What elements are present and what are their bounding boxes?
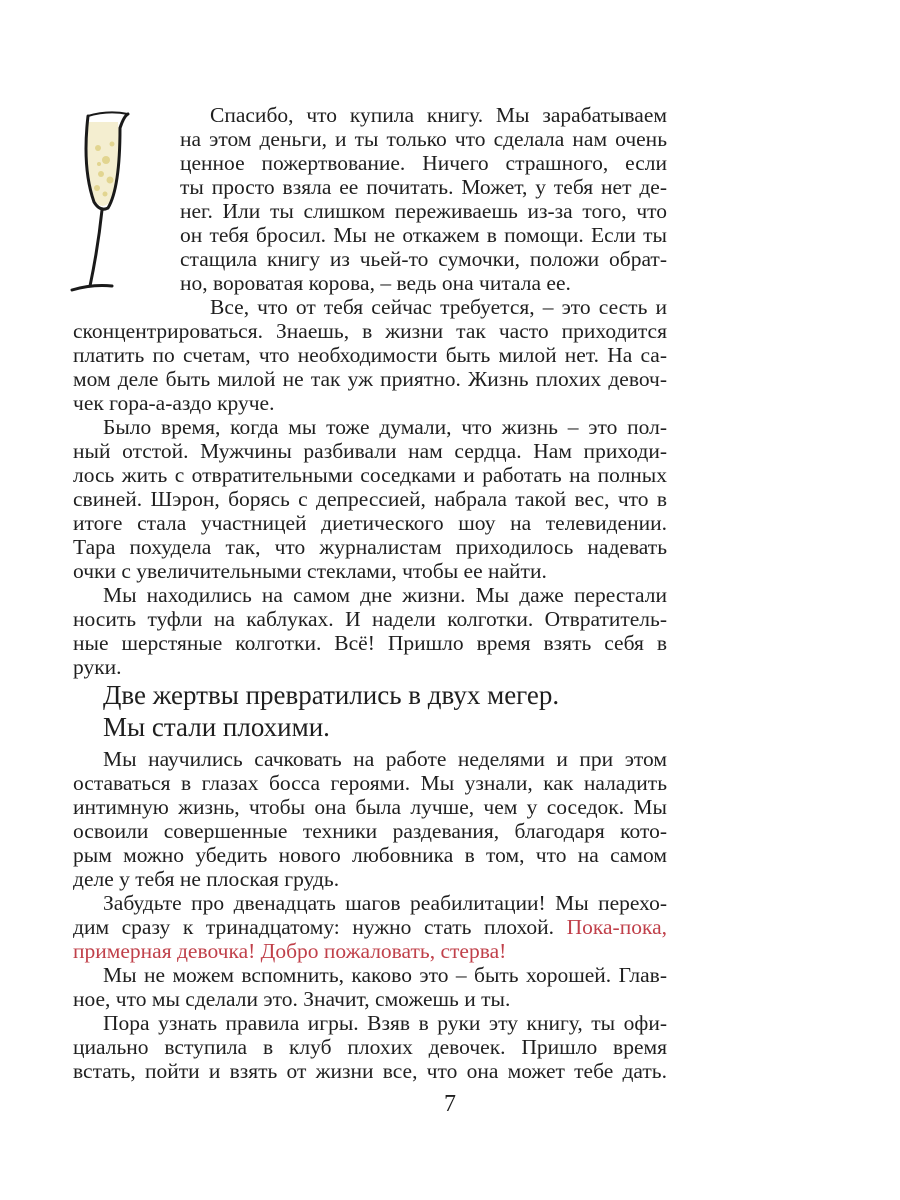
text-line: Все, что от тебя сейчас требуется, – это сесть и xyxy=(210,295,667,319)
text-line: оставаться в глазах босса героями. Мы узнали, как наладить xyxy=(73,771,667,795)
text-line: Забудьте про двенадцать шагов реабилитации! Мы перехо- xyxy=(103,891,667,915)
text-line: Тара похудела так, что журналистам приходилось надевать xyxy=(73,535,667,559)
text-line: циально вступила в клуб плохих девочек. Пришло время xyxy=(73,1035,667,1059)
section-heading-line: Две жертвы превратились в двух мегер. xyxy=(103,680,560,710)
text-line: встать, пойти и взять от жизни все, что она может тебе дать. xyxy=(73,1059,667,1083)
text-line: ный отстой. Мужчины разбивали нам сердца. Нам приходи- xyxy=(73,439,667,463)
text-line: Мы находились на самом дне жизни. Мы даже перестали xyxy=(103,583,667,607)
page-number: 7 xyxy=(444,1091,456,1117)
text-line: нег. Или ты слишком переживаешь из-за того, что xyxy=(180,199,667,223)
text-line: платить по счетам, что необходимости быть милой нет. На са- xyxy=(73,343,667,367)
text-line: на этом деньги, и ты только что сделала нам очень xyxy=(180,127,667,151)
text-line: итоге стала участницей диетического шоу на телевидении. xyxy=(73,511,667,535)
section-heading-line: Мы стали плохими. xyxy=(103,712,330,742)
champagne-glass-icon xyxy=(68,108,138,308)
text-line: Пора узнать правила игры. Взяв в руки эту книгу, ты офи- xyxy=(103,1011,667,1035)
text-line: сконцентрироваться. Знаешь, в жизни так часто приходится xyxy=(73,319,667,343)
glass-rim xyxy=(88,112,128,116)
text-line: Мы научились сачковать на работе неделями и при этом xyxy=(103,747,667,771)
glass-base xyxy=(72,286,112,291)
highlighted-text: Пока-пока, xyxy=(566,915,667,939)
text-line: лось жить с отвратительными соседками и работать на полных xyxy=(73,463,667,487)
text-line: очки с увеличительными стеклами, чтобы ее найти. xyxy=(73,559,547,583)
text-line: ное, что мы сделали это. Значит, сможешь и ты. xyxy=(73,987,511,1011)
text-span: дим сразу к тринадцатому: нужно стать плохой. xyxy=(73,915,567,939)
text-line: носить туфли на каблуках. И надели колготки. Отвратитель- xyxy=(73,607,667,631)
text-line: он тебя бросил. Мы не откажем в помощи. Если ты xyxy=(180,223,667,247)
text-line: деле у тебя не плоская грудь. xyxy=(73,867,340,891)
text-line: ценное пожертвование. Ничего страшного, если xyxy=(180,151,667,175)
text-line: стащила книгу из чьей-то сумочки, положи обрат- xyxy=(180,247,667,271)
text-line: мом деле быть милой не так уж приятно. Жизнь плохих девоч- xyxy=(73,367,667,391)
text-line: ные шерстяные колготки. Всё! Пришло время взять себя в xyxy=(73,631,667,655)
text-line: Было время, когда мы тоже думали, что жизнь – это пол- xyxy=(103,415,667,439)
text-line: освоили совершенные техники раздевания, благодаря кото- xyxy=(73,819,667,843)
text-line: рым можно убедить нового любовника в том, что на самом xyxy=(73,843,667,867)
text-line: Мы не можем вспомнить, каково это – быть хорошей. Глав- xyxy=(103,963,667,987)
text-line: руки. xyxy=(73,655,122,679)
text-line: Спасибо, что купила книгу. Мы зарабатываем xyxy=(210,103,667,127)
highlighted-text-line: примерная девочка! Добро пожаловать, стерва! xyxy=(73,939,507,963)
text-line xyxy=(73,915,667,939)
text-line: интимную жизнь, чтобы она была лучше, чем у соседок. Мы xyxy=(73,795,667,819)
text-line: чек гора-а-аздо круче. xyxy=(73,391,275,415)
text-line: свиней. Шэрон, борясь с депрессией, набрала такой вес, что в xyxy=(73,487,667,511)
glass-stem xyxy=(90,210,102,286)
text-line: но, вороватая корова, – ведь она читала ее. xyxy=(180,271,571,295)
text-line: ты просто взяла ее почитать. Может, у тебя нет де- xyxy=(180,175,667,199)
